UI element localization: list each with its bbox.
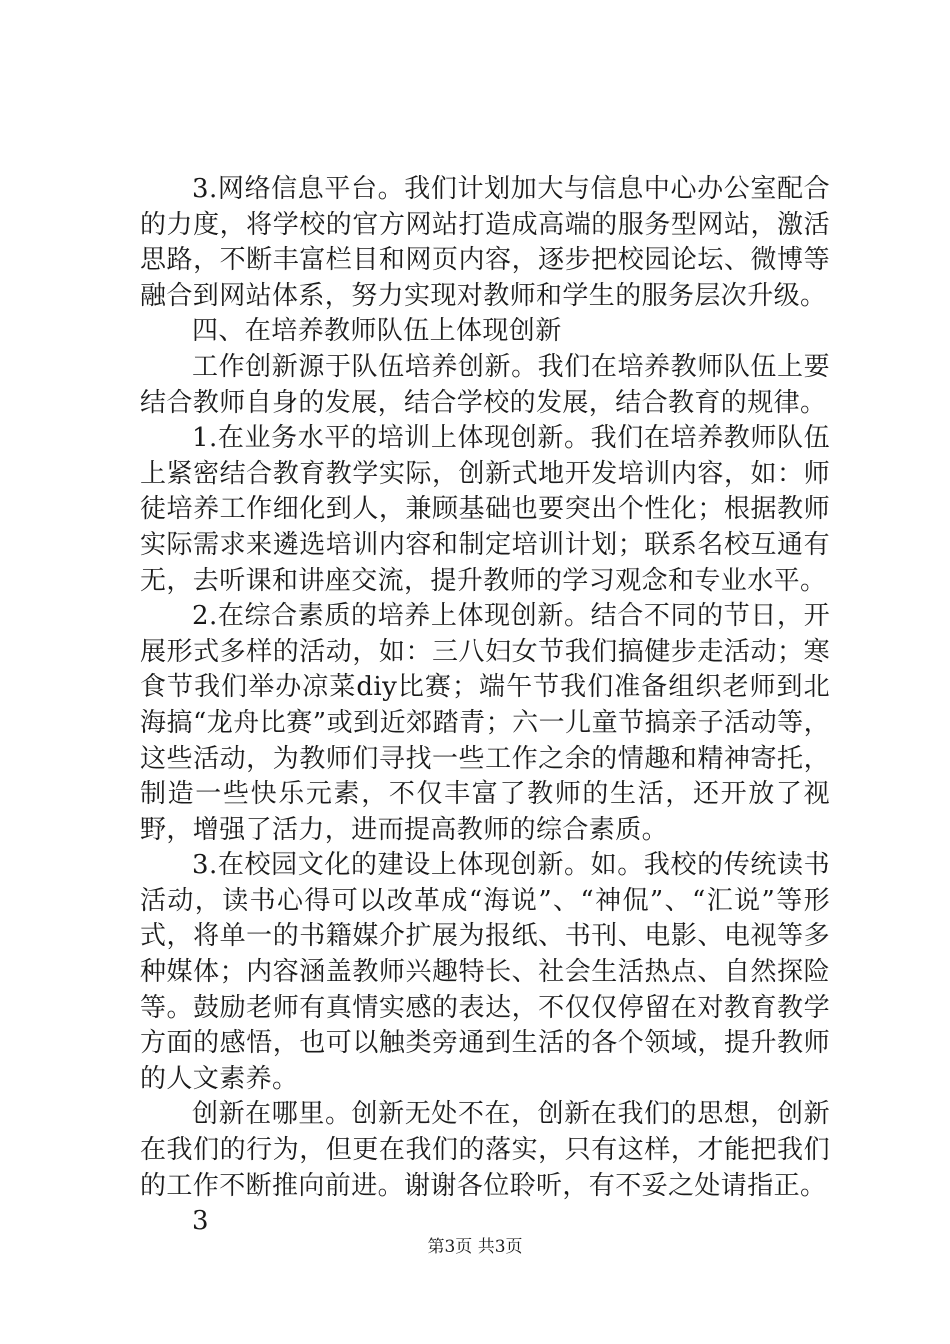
paragraph-comprehensive-quality: 2.在综合素质的培养上体现创新。结合不同的节日，开展形式多样的活动，如：三八妇女节我们搞健步走活动；寒食节我们举办凉菜diy比赛；端午节我们准备组织老师到北海搞“龙舟比赛”或到近郊踏青；六一儿童节搞亲子活动等，这些活动，为教师们寻找一些工作之余的情趣和精神寄托，制造一些快乐元素，不仅丰富了教师的生活，还开放了视野，增强了活力，进而提高教师的综合素质。	[140, 601, 830, 845]
paragraph-network-platform: 3.网络信息平台。我们计划加大与信息中心办公室配合的力度，将学校的官方网站打造成高端的服务型网站，激活思路，不断丰富栏目和网页内容，逐步把校园论坛、微博等融合到网站体系，努力实现对教师和学生的服务层次升级。	[140, 174, 830, 311]
section-heading-teacher-training: 四、在培养教师队伍上体现创新	[192, 316, 562, 347]
paragraph-professional-training: 1.在业务水平的培训上体现创新。我们在培养教师队伍上紧密结合教育教学实际，创新式地开发培训内容，如：师徒培养工作细化到人，兼顾基础也要突出个性化；根据教师实际需求来遴选培训内容和制定培训计划；联系名校互通有无，去听课和讲座交流，提升教师的学习观念和专业水平。	[140, 423, 830, 596]
paragraph-campus-culture: 3.在校园文化的建设上体现创新。如。我校的传统读书活动，读书心得可以改革成“海说”、“神侃”、“汇说”等形式，将单一的书籍媒介扩展为报纸、书刊、电影、电视等多种媒体；内容涵盖教师兴趣特长、社会生活热点、自然探险等。鼓励老师有真情实感的表达，不仅仅停留在对教育教学方面的感悟，也可以触类旁通到生活的各个领域，提升教师的人文素养。	[140, 850, 830, 1094]
inline-page-number: 3	[192, 1206, 209, 1237]
document-body	[140, 172, 830, 1240]
paragraph-conclusion: 创新在哪里。创新无处不在，创新在我们的思想，创新在我们的行为，但更在我们的落实，只有这样，才能把我们的工作不断推向前进。谢谢各位聆听，有不妥之处请指正。	[140, 1099, 830, 1201]
paragraph-team-innovation: 工作创新源于队伍培养创新。我们在培养教师队伍上要结合教师自身的发展，结合学校的发展，结合教育的规律。	[140, 351, 830, 418]
page-footer: 第3页 共3页	[427, 1237, 523, 1257]
